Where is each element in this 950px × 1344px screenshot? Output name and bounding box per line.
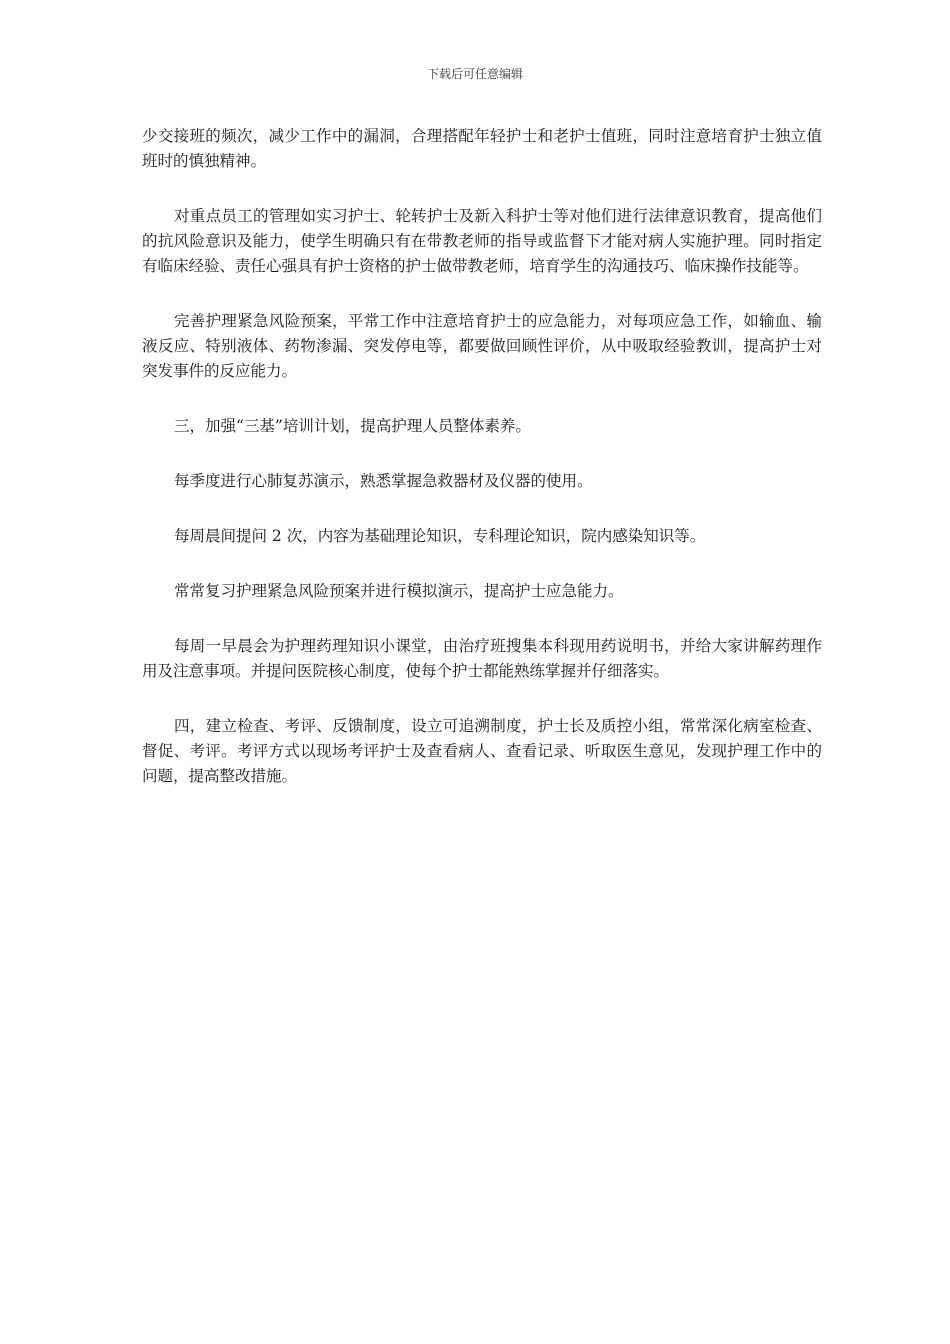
paragraph-2: 对重点员工的管理如实习护士、轮转护士及新入科护士等对他们进行法律意识教育，提高他们的抗风险意识及能力，使学生明确只有在带教老师的指导或监督下才能对病人实施护理。同时指定有临床经验、责任心强具有护士资格的护士做带教老师，培育学生的沟通技巧、临床操作技能等。 xyxy=(142,207,822,275)
paragraph-6: 每周晨间提问 2 次，内容为基础理论知识，专科理论知识，院内感染知识等。 xyxy=(174,527,706,545)
paragraph-5: 每季度进行心肺复苏演示，熟悉掌握急救器材及仪器的使用。 xyxy=(174,472,593,490)
page-header: 下载后可任意编辑 xyxy=(426,67,523,81)
paragraph-7: 常常复习护理紧急风险预案并进行模拟演示，提高护士应急能力。 xyxy=(174,582,624,600)
document-body xyxy=(142,124,822,819)
paragraph-9: 四，建立检查、考评、反馈制度，设立可追溯制度，护士长及质控小组，常常深化病室检查、督促、考评。考评方式以现场考评护士及查看病人、查看记录、听取医生意见，发现护理工作中的问题，提高整改措施。 xyxy=(142,717,822,785)
paragraph-4: 三，加强“三基”培训计划，提高护理人员整体素养。 xyxy=(174,417,531,435)
paragraph-1: 少交接班的频次，减少工作中的漏洞，合理搭配年轻护士和老护士值班，同时注意培育护士独立值班时的慎独精神。 xyxy=(142,127,822,170)
paragraph-8: 每周一早晨会为护理药理知识小课堂，由治疗班搜集本科现用药说明书，并给大家讲解药理作用及注意事项。并提问医院核心制度，使每个护士都能熟练掌握并仔细落实。 xyxy=(142,637,822,680)
paragraph-3: 完善护理紧急风险预案，平常工作中注意培育护士的应急能力，对每项应急工作，如输血、输液反应、特别液体、药物渗漏、突发停电等，都要做回顾性评价，从中吸取经验教训，提高护士对突发事件的反应能力。 xyxy=(142,312,822,380)
